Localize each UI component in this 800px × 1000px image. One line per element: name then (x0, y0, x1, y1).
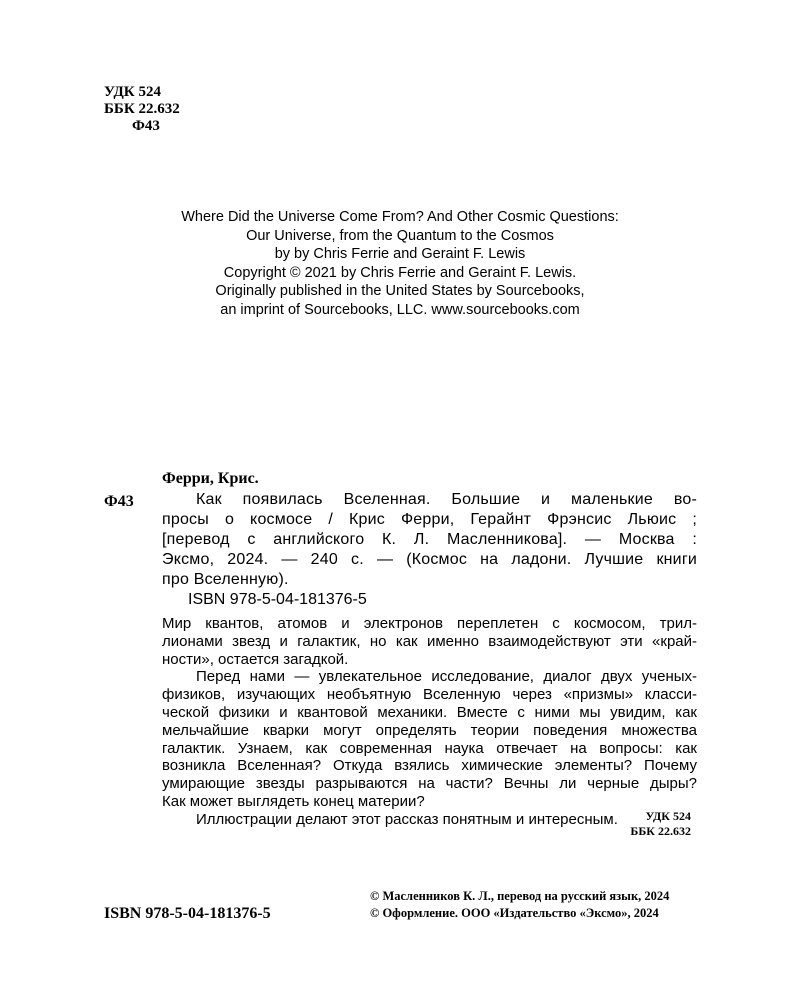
annotation-line: Мир квантов, атомов и электронов переплетен с космосом, трил- (162, 615, 697, 632)
annotation-line: мельчайшие кварки могут определять теории поведения множества (162, 721, 697, 739)
original-imprint-line: an imprint of Sourcebooks, LLC. www.sourcebooks.com (220, 301, 580, 318)
translation-copyright: © Масленников К. Л., перевод на русский язык, 2024 (370, 889, 670, 903)
original-edition-info (120, 208, 680, 319)
original-subtitle-line: Our Universe, from the Quantum to the Cosmos (246, 227, 554, 244)
bbk-code-bottom: ББК 22.632 (630, 824, 691, 838)
bibliographic-cipher: Ф43 (104, 493, 134, 510)
biblio-line: Эксмо, 2024. — 240 с. — (Космос на ладони. Лучшие книги (162, 551, 697, 568)
design-copyright: © Оформление. ООО «Издательство «Эксмо», 2024 (370, 906, 659, 920)
original-copyright-line: Copyright © 2021 by Chris Ferrie and Geraint F. Lewis. (223, 264, 577, 281)
bibliographic-description (162, 490, 697, 590)
annotation-line: возникла Вселенная? Откуда взялись химические элементы? Почему (162, 757, 697, 775)
annotation-line: Как может выглядеть конец материи? (162, 792, 425, 810)
original-publisher-line: Originally published in the United States by Sourcebooks, (215, 283, 585, 299)
copyright-notices (370, 888, 669, 922)
biblio-line: про Вселенную). (162, 571, 289, 588)
annotation-line: ности», остается загадкой. (162, 650, 349, 668)
author-cipher: Ф43 (132, 118, 160, 134)
isbn-record: ISBN 978-5-04-181376-5 (188, 591, 367, 608)
isbn-bottom: ISBN 978-5-04-181376-5 (104, 905, 271, 922)
annotation (162, 615, 697, 829)
udk-code: УДК 524 (104, 84, 161, 100)
annotation-line: физиков, изучающих необъятную Вселенную через «призмы» класси- (162, 686, 697, 704)
bbk-code: ББК 22.632 (104, 101, 180, 117)
annotation-line: умирающие звезды разрываются на части? Вечны ли черные дыры? (162, 775, 697, 793)
biblio-line: просы о космосе / Крис Ферри, Герайнт Фрэнсис Льюис ; (162, 511, 697, 528)
annotation-line: Перед нами — увлекательное исследование, диалог двух ученых- (196, 668, 697, 686)
annotation-line: лионами звезд и галактик, но как именно взаимодействуют эти «край- (162, 632, 697, 650)
annotation-line: Иллюстрации делают этот рассказ понятным и интересным. (196, 810, 618, 828)
annotation-line: галактик. Узнаем, как современная наука отвечает на вопросы: как (162, 739, 697, 757)
original-authors-line: by by Chris Ferrie and Geraint F. Lewis (274, 246, 526, 262)
classification-top (104, 84, 180, 135)
author-heading: Ферри, Крис. (162, 470, 259, 487)
biblio-line: Как появилась Вселенная. Большие и маленькие во- (196, 491, 697, 508)
udk-code-bottom: УДК 524 (645, 809, 691, 823)
annotation-line: ческой физики и квантовой механики. Вместе с ними мы увидим, как (162, 703, 697, 721)
classification-bottom (560, 809, 691, 839)
original-title-line: Where Did the Universe Come From? And Other Cosmic Questions: (181, 209, 619, 225)
biblio-line: [перевод с английского К. Л. Масленникова]. — Москва : (162, 531, 697, 548)
